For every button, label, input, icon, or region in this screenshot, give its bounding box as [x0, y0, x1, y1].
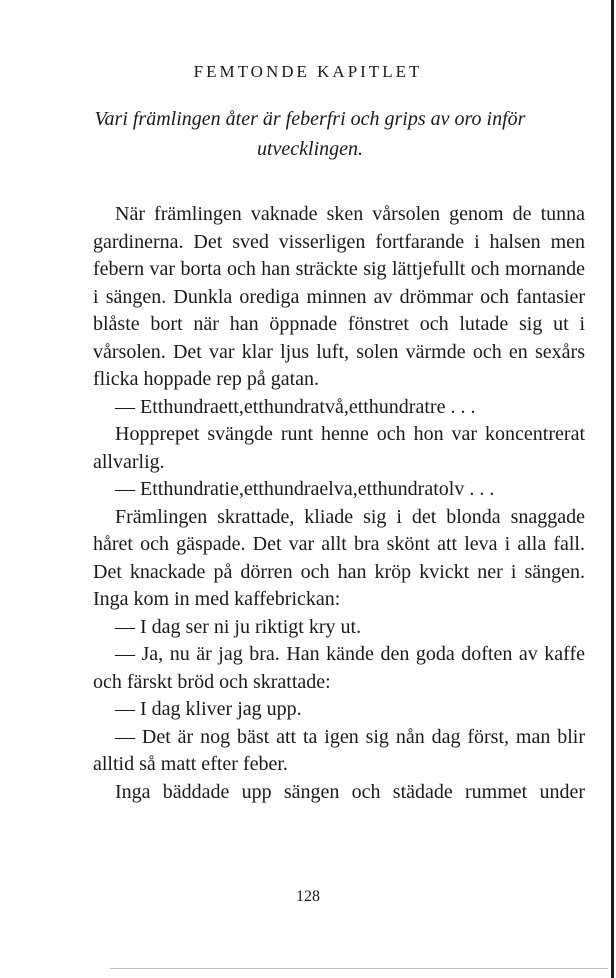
dialogue-line: — I dag kliver jag upp. — [115, 698, 302, 720]
bottom-rule — [110, 968, 608, 969]
paragraph: Inga bäddade upp sängen och städade rummet under — [115, 780, 585, 803]
dialogue-line: — Det är nog bäst att ta igen sig nån dag först, man blir alltid så matt efter feber. — [93, 725, 585, 775]
dialogue-line: — Ja, nu är jag bra. Han kände den goda doften av kaffe och färskt bröd och skrattade: — [93, 643, 585, 693]
chapter-subtitle: Vari främlingen åter är feberfri och grips av oro inför utvecklingen. — [94, 108, 526, 160]
dialogue-line: — I dag ser ni ju riktigt kry ut. — [115, 615, 362, 638]
paragraph: Främlingen skrattade, kliade sig i det blonda snaggade håret och gäspade. Det var allt bra skönt att leva i alla fall. Det knackade på dörren och han kröp kvickt ner i sängen. Inga kom in med kaffebrickan: — [93, 505, 585, 610]
body-text — [93, 201, 585, 806]
dialogue-line: — Etthundraett,etthundratvå,etthundratre . . . — [115, 395, 476, 418]
paragraph: När främlingen vaknade sken vårsolen genom de tunna gardinerna. Det sved visserligen fortfarande i halsen men febern var borta och han sträckte sig lättjefullt och mornande i sängen. Dunkla orediga minnen av drömmar och fantasier blåste bort när han öppnade fönstret och lutade sig ut i vårsolen. Det var klar ljus luft, solen värmde och en sexårs flicka hoppade rep på gatan. — [93, 203, 585, 390]
paragraph: Hopprepet svängde runt henne och hon var koncentrerat allvarlig. — [93, 423, 585, 473]
dialogue-line: — Etthundratie,etthundraelva,etthundratolv . . . — [115, 478, 495, 500]
page-number: 128 — [296, 888, 320, 905]
page-edge — [611, 0, 614, 978]
chapter-title: FEMTONDE KAPITLET — [193, 62, 423, 81]
